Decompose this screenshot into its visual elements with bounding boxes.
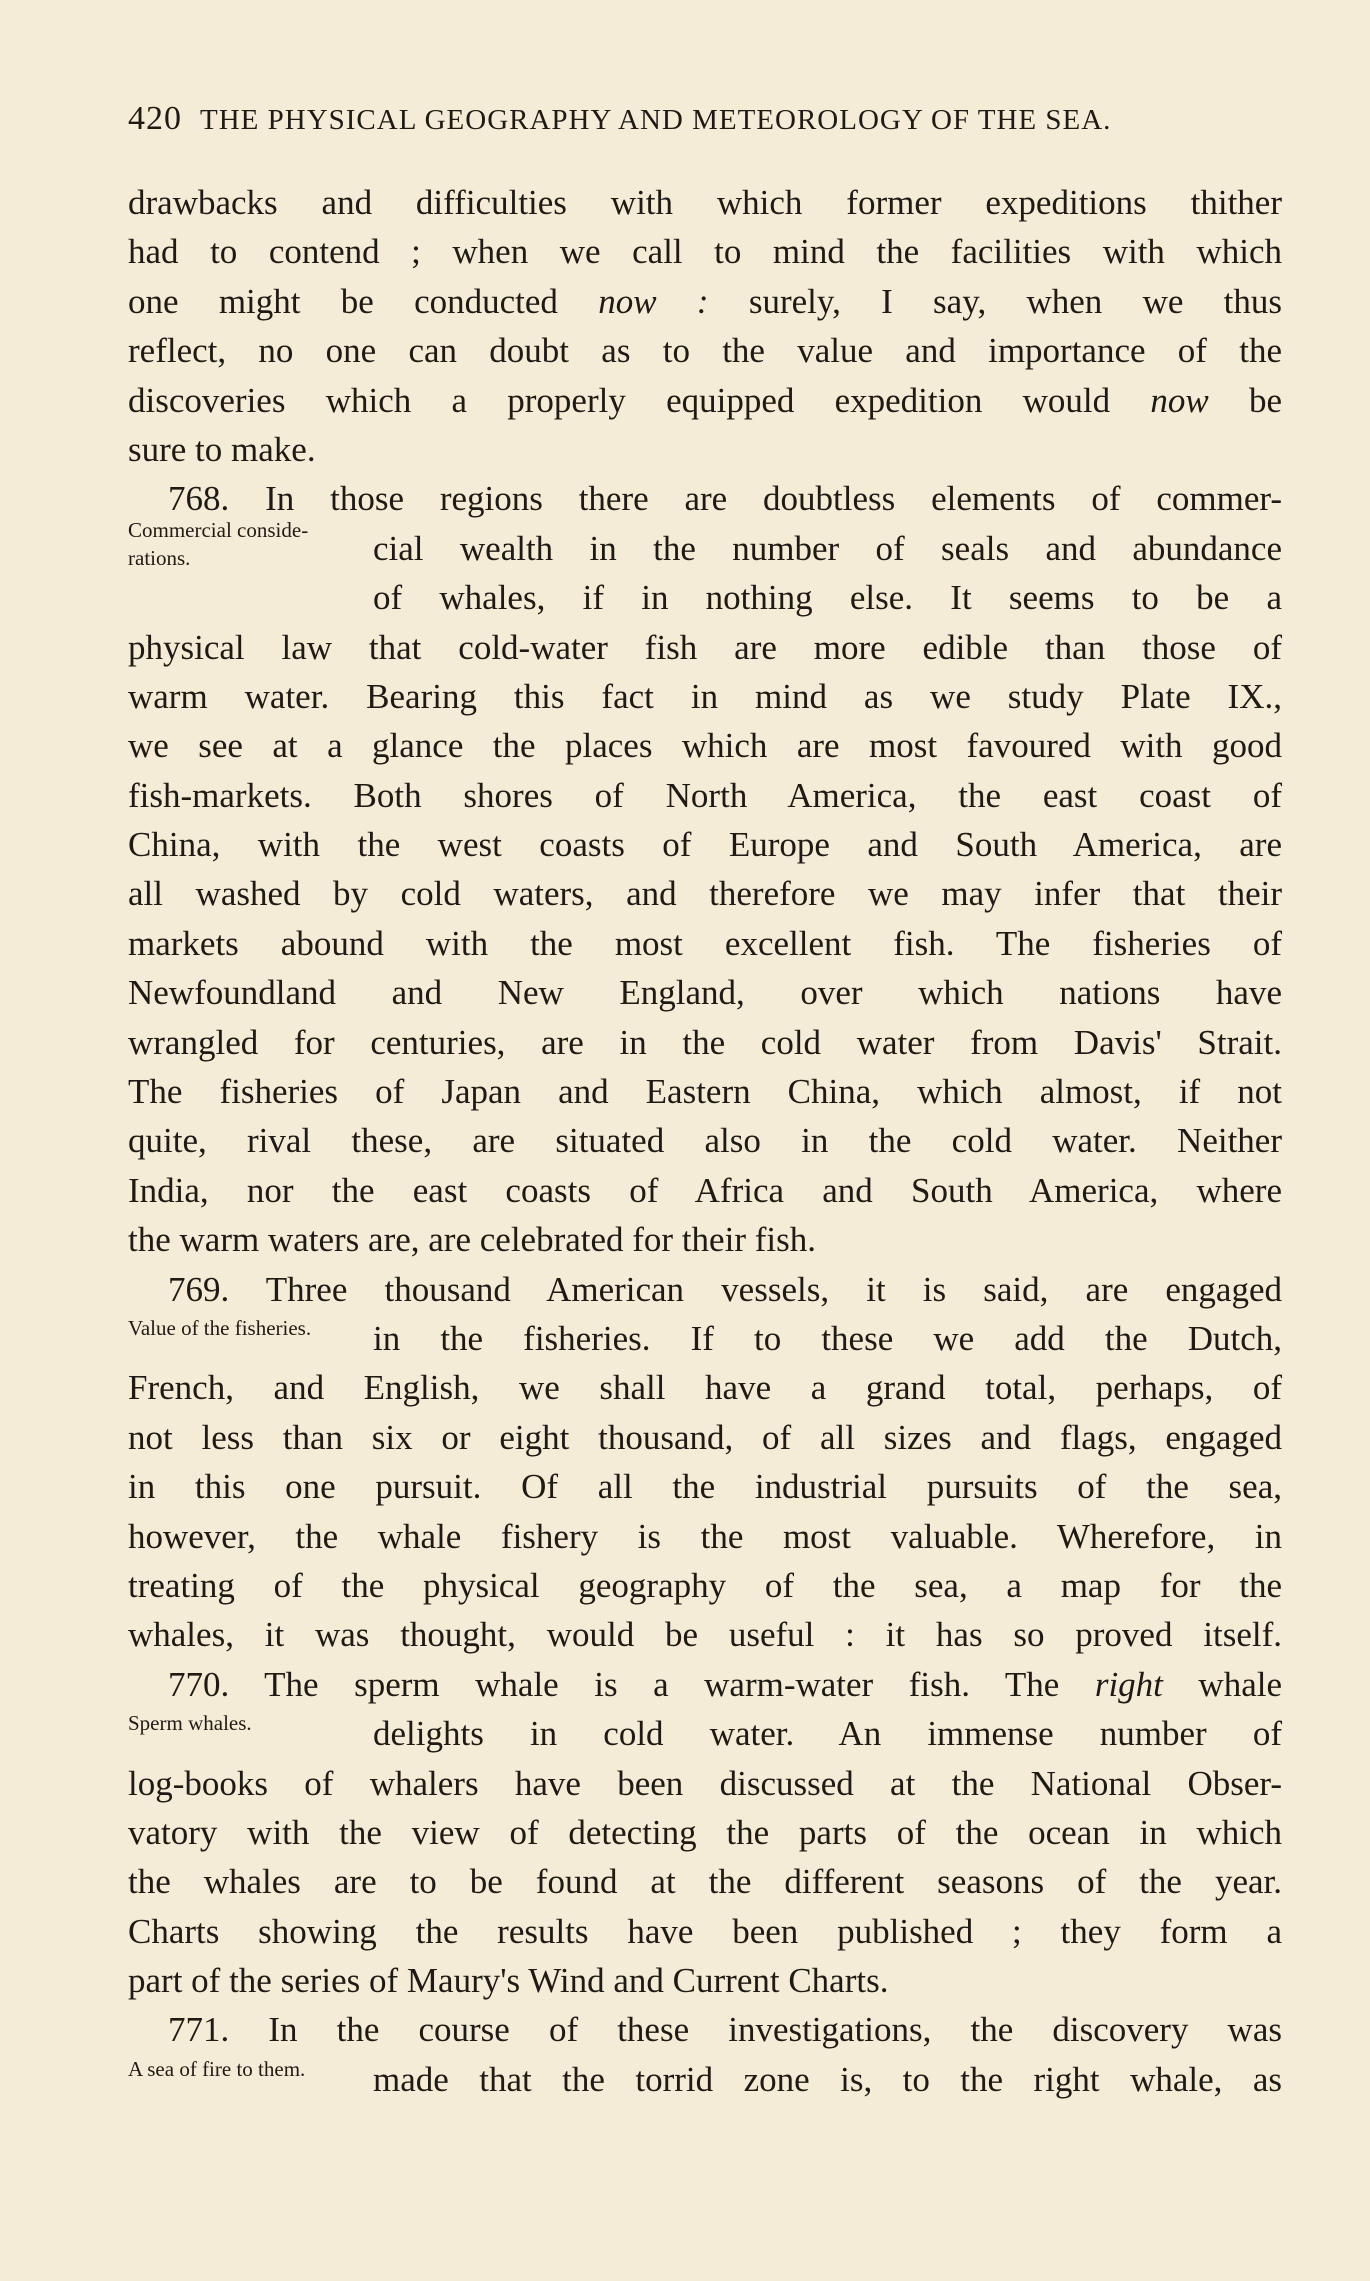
margin-note: A sea of fire to them.: [128, 2056, 306, 2081]
text-line: in this one pursuit. Of all the industrial pursuits of the sea,: [128, 1467, 1282, 1507]
text-line: quite, rival these, are situated also in the cold water. Neither: [128, 1121, 1282, 1161]
text-line: 768. In those regions there are doubtless elements of commer-: [168, 479, 1282, 519]
text-line: of whales, if in nothing else. It seems to be a: [373, 578, 1282, 618]
text-line: Newfoundland and New England, over which nations have: [128, 973, 1282, 1013]
text-line: 769. Three thousand American vessels, it is said, are engaged: [168, 1269, 1282, 1309]
text-line: reflect, no one can doubt as to the value and importance of the: [128, 331, 1282, 371]
italic-word: now :: [598, 281, 709, 321]
text-line: wrangled for centuries, are in the cold water from Davis' Strait.: [128, 1022, 1282, 1062]
text-line: 771. In the course of these investigations, the discovery was: [168, 2010, 1282, 2050]
text-line: all washed by cold waters, and therefore we may infer that their: [128, 874, 1282, 914]
text-line: sure to make.: [128, 429, 316, 469]
text-line: the whales are to be found at the different seasons of the year.: [128, 1862, 1282, 1902]
text-line: warm water. Bearing this fact in mind as we study Plate IX.,: [128, 676, 1282, 716]
text-line: Value of the fisheries. in the fisheries. If to these we add the Dutch,: [128, 1315, 1282, 1358]
text-line: French, and English, we shall have a grand total, perhaps, of: [128, 1368, 1282, 1408]
text-line: not less than six or eight thousand, of all sizes and flags, engaged: [128, 1417, 1282, 1457]
text-line: markets abound with the most excellent fish. The fisheries of: [128, 923, 1282, 963]
text-line: one might be conducted now : surely, I say, when we thus: [128, 281, 1283, 321]
text-line: treating of the physical geography of the sea, a map for the: [128, 1565, 1282, 1605]
text-line: Charts showing the results have been published ; they form a: [128, 1911, 1282, 1951]
text-line: vatory with the view of detecting the parts of the ocean in which: [128, 1812, 1282, 1852]
text-line: discoveries which a properly equipped expedition would now be: [128, 380, 1282, 420]
text-line: 770. The sperm whale is a warm-water fish. The right whale: [168, 1664, 1282, 1704]
text-line: part of the series of Maury's Wind and Current Charts.: [128, 1961, 889, 2001]
running-header: [128, 100, 1248, 138]
margin-note: Commercial conside- rations.: [128, 517, 309, 570]
margin-note: Value of the fisheries.: [128, 1315, 312, 1340]
text-line: Commercial conside- rations. cial wealth in the number of seals and abundance: [128, 517, 1282, 570]
body-text: [128, 178, 1282, 2104]
text-line: log-books of whalers have been discussed at the National Obser-: [128, 1763, 1282, 1803]
text-line: had to contend ; when we call to mind the facilities with which: [128, 232, 1282, 272]
text-line: A sea of fire to them. made that the torrid zone is, to the right whale, as: [128, 2056, 1282, 2099]
text-line: whales, it was thought, would be useful : it has so proved itself.: [128, 1615, 1282, 1655]
text-line: China, with the west coasts of Europe and South America, are: [128, 825, 1282, 865]
text-line: India, nor the east coasts of Africa and South America, where: [128, 1170, 1282, 1210]
text-line: however, the whale fishery is the most valuable. Wherefore, in: [128, 1516, 1282, 1556]
text-line: the warm waters are, are celebrated for their fish.: [128, 1220, 816, 1260]
margin-note: Sperm whales.: [128, 1711, 252, 1736]
italic-word: now: [1150, 380, 1209, 420]
page-number: 420: [128, 100, 182, 137]
text-line: physical law that cold-water fish are more edible than those of: [128, 627, 1282, 667]
text-line: we see at a glance the places which are most favoured with good: [128, 726, 1282, 766]
text-line: fish-markets. Both shores of North America, the east coast of: [128, 775, 1282, 815]
italic-word: right: [1094, 1664, 1163, 1704]
running-title: THE PHYSICAL GEOGRAPHY AND METEOROLOGY OF THE SEA.: [200, 104, 1112, 136]
text-line: The fisheries of Japan and Eastern China, which almost, if not: [128, 1072, 1282, 1112]
text-line: Sperm whales. delights in cold water. An immense number of: [128, 1711, 1282, 1754]
text-line: drawbacks and difficulties with which former expeditions thither: [128, 183, 1282, 222]
